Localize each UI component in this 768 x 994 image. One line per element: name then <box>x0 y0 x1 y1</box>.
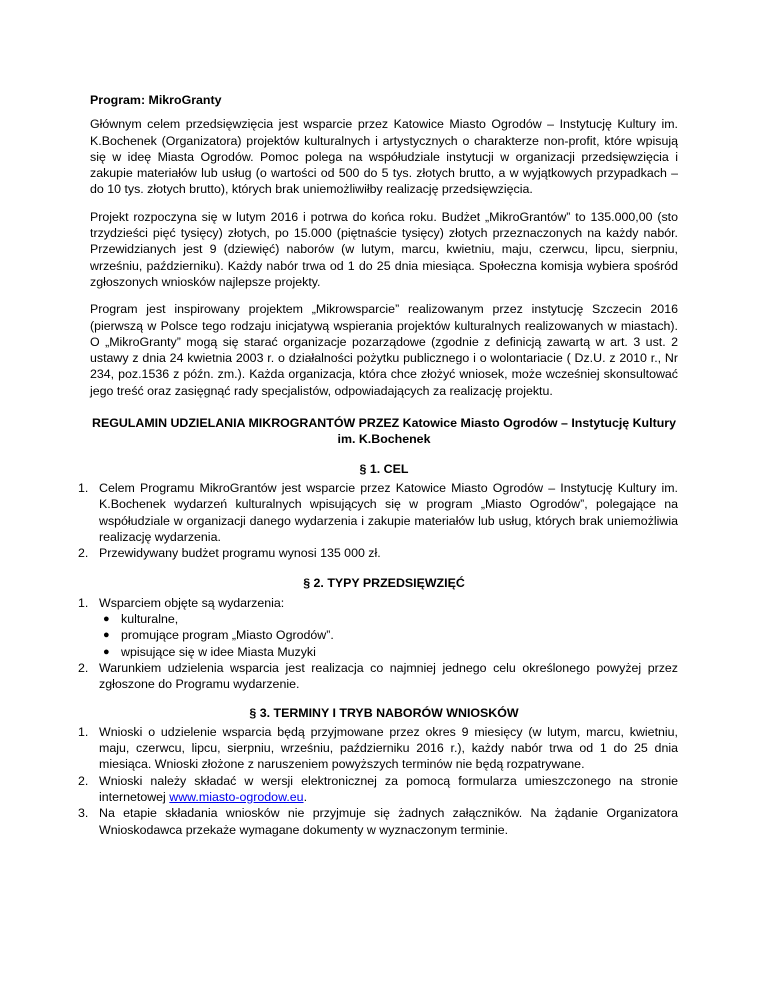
section-2-list <box>78 595 678 693</box>
intro-paragraph-goal: Głównym celem przedsięwzięcia jest wsparcie przez Katowice Miasto Ogrodów – Instytucję Kultury im. K.Bochenek (Organizatora) projektów kulturalnych i artystycznych o charakterze non-profit, które wpisują się w ideę Miasta Ogrodów. Pomoc polega na współudziale instytucji w organizacji przedsięwzięcia i zakupie materiałów lub usług (o wartości od 500 do 5 tys. złotych brutto, a w wyjątkowych przypadkach – do 10 tys. złotych brutto), których brak uniemożliwiłby realizację przedsięwzięcia. <box>90 117 678 197</box>
bullet-text: wpisujące się w idee Miasta Muzyki <box>121 644 316 659</box>
bullet-item <box>99 644 678 660</box>
list-number: 1. <box>78 480 89 495</box>
section-1-item <box>78 480 678 545</box>
section-2-item <box>78 660 678 693</box>
list-number: 2. <box>78 660 89 675</box>
section-3-item <box>78 724 678 773</box>
document-page <box>78 92 678 838</box>
section-2-item <box>78 595 678 660</box>
intro-paragraph-inspiration: Program jest inspirowany projektem „Mikrowsparcie” realizowanym przez instytucję Szczecin 2016 (pierwszą w Polsce tego rodzaju inicjatywą wspierania projektów kulturalnych realizowanych w miastach). O „MikroGranty” mogą się starać organizacje pozarządowe (zgodnie z definicją zawartą w art. 3 ust. 2 ustawy z dnia 24 kwietnia 2003 r. o działalności pożytku publicznego i o wolontariacie ( Dz.U. z 2010 r., Nr 234, poz.1536 z późn. zm.). Każda organizacja, która chce złożyć wniosek, może wcześniej skonsultować jego treść oraz zasięgnąć rady specjalistów, odpowiadających za realizację projektu. <box>90 302 678 398</box>
section-3-list <box>78 724 678 838</box>
bullet-icon: ● <box>103 613 110 626</box>
bullet-text: promujące program „Miasto Ogrodów”. <box>121 628 334 643</box>
list-number: 3. <box>78 806 89 821</box>
bullet-icon: ● <box>103 629 110 642</box>
list-item-text: Wsparciem objęte są wydarzenia: <box>99 595 285 610</box>
section-2-heading: § 2. TYPY PRZEDSIĘWZIĘĆ <box>303 576 465 591</box>
regulamin-title: REGULAMIN UDZIELANIA MIKROGRANTÓW PRZEZ Katowice Miasto Ogrodów – Instytucję Kultury im. K.Bochenek <box>92 416 676 447</box>
list-number: 1. <box>78 724 89 739</box>
intro-paragraph-budget: Projekt rozpoczyna się w lutym 2016 i potrwa do końca roku. Budżet „MikroGrantów” to 135.000,00 (sto trzydzieści pięć tysięcy) złotych, po 15.000 (piętnaście tysięcy) złotych przeznaczonych na każdy nabór. Przewidzianych jest 9 (dziewięć) naborów (w lutym, marcu, kwietniu, maju, czerwcu, lipcu, sierpniu, wrześniu, październiku). Każdy nabór trwa od 1 do 25 dnia miesiąca. Społeczna komisja wybiera spośród zgłoszonych wniosków najlepsze projekty. <box>90 209 678 289</box>
section-1-list <box>78 480 678 561</box>
list-item-text-end: . <box>303 789 308 804</box>
section-1-item <box>78 545 678 561</box>
list-number: 1. <box>78 595 89 610</box>
section-3-heading: § 3. TERMINY I TRYB NABORÓW WNIOSKÓW <box>249 705 519 720</box>
list-item-text: Na etapie składania wniosków nie przyjmuje się żadnych załączników. Na żądanie Organizatora Wnioskodawca przekaże wymagane dokumenty w wyznaczonym terminie. <box>99 806 678 837</box>
section-3-item <box>78 805 678 838</box>
program-title: Program: MikroGranty <box>90 93 222 107</box>
bullet-item <box>99 611 678 627</box>
list-number: 2. <box>78 546 89 561</box>
event-types-list <box>99 611 678 660</box>
bullet-icon: ● <box>103 645 110 658</box>
bullet-item <box>99 627 678 643</box>
list-item-text: Wnioski o udzielenie wsparcia będą przyjmowane przez okres 9 miesięcy (w lutym, marcu, kwietniu, maju, czerwcu, lipcu, sierpniu, wrześniu, październiku 2016 r.), każdy nabór trwa od 1 do 25 dnia miesiąca. Wnioski złożone z naruszeniem powyższych terminów nie będą rozpatrywane. <box>99 724 678 772</box>
list-item-text: Celem Programu MikroGrantów jest wsparcie przez Katowice Miasto Ogrodów – Instytucję Kultury im. K.Bochenek wydarzeń kulturalnych wpisujących się w program „Miasto Ogrodów”, polegające na współudziale w organizacji danego wydarzenia i zakupie materiałów lub usług, których brak uniemożliwia realizację wydarzenia. <box>99 480 678 544</box>
website-link[interactable]: www.miasto-ogrodow.eu <box>169 789 304 804</box>
list-item-text: Wnioski należy składać w wersji elektronicznej za pomocą formularza umieszczonego na stronie internetowej <box>99 773 678 804</box>
list-number: 2. <box>78 773 89 788</box>
list-item-text: Przewidywany budżet programu wynosi 135 000 zł. <box>99 546 381 561</box>
bullet-text: kulturalne, <box>121 612 179 627</box>
section-1-heading: § 1. CEL <box>359 461 409 476</box>
section-3-item <box>78 773 678 806</box>
list-item-text: Warunkiem udzielenia wsparcia jest realizacja co najmniej jednego celu określonego powyżej przez zgłoszone do Programu wydarzenie. <box>99 660 678 692</box>
